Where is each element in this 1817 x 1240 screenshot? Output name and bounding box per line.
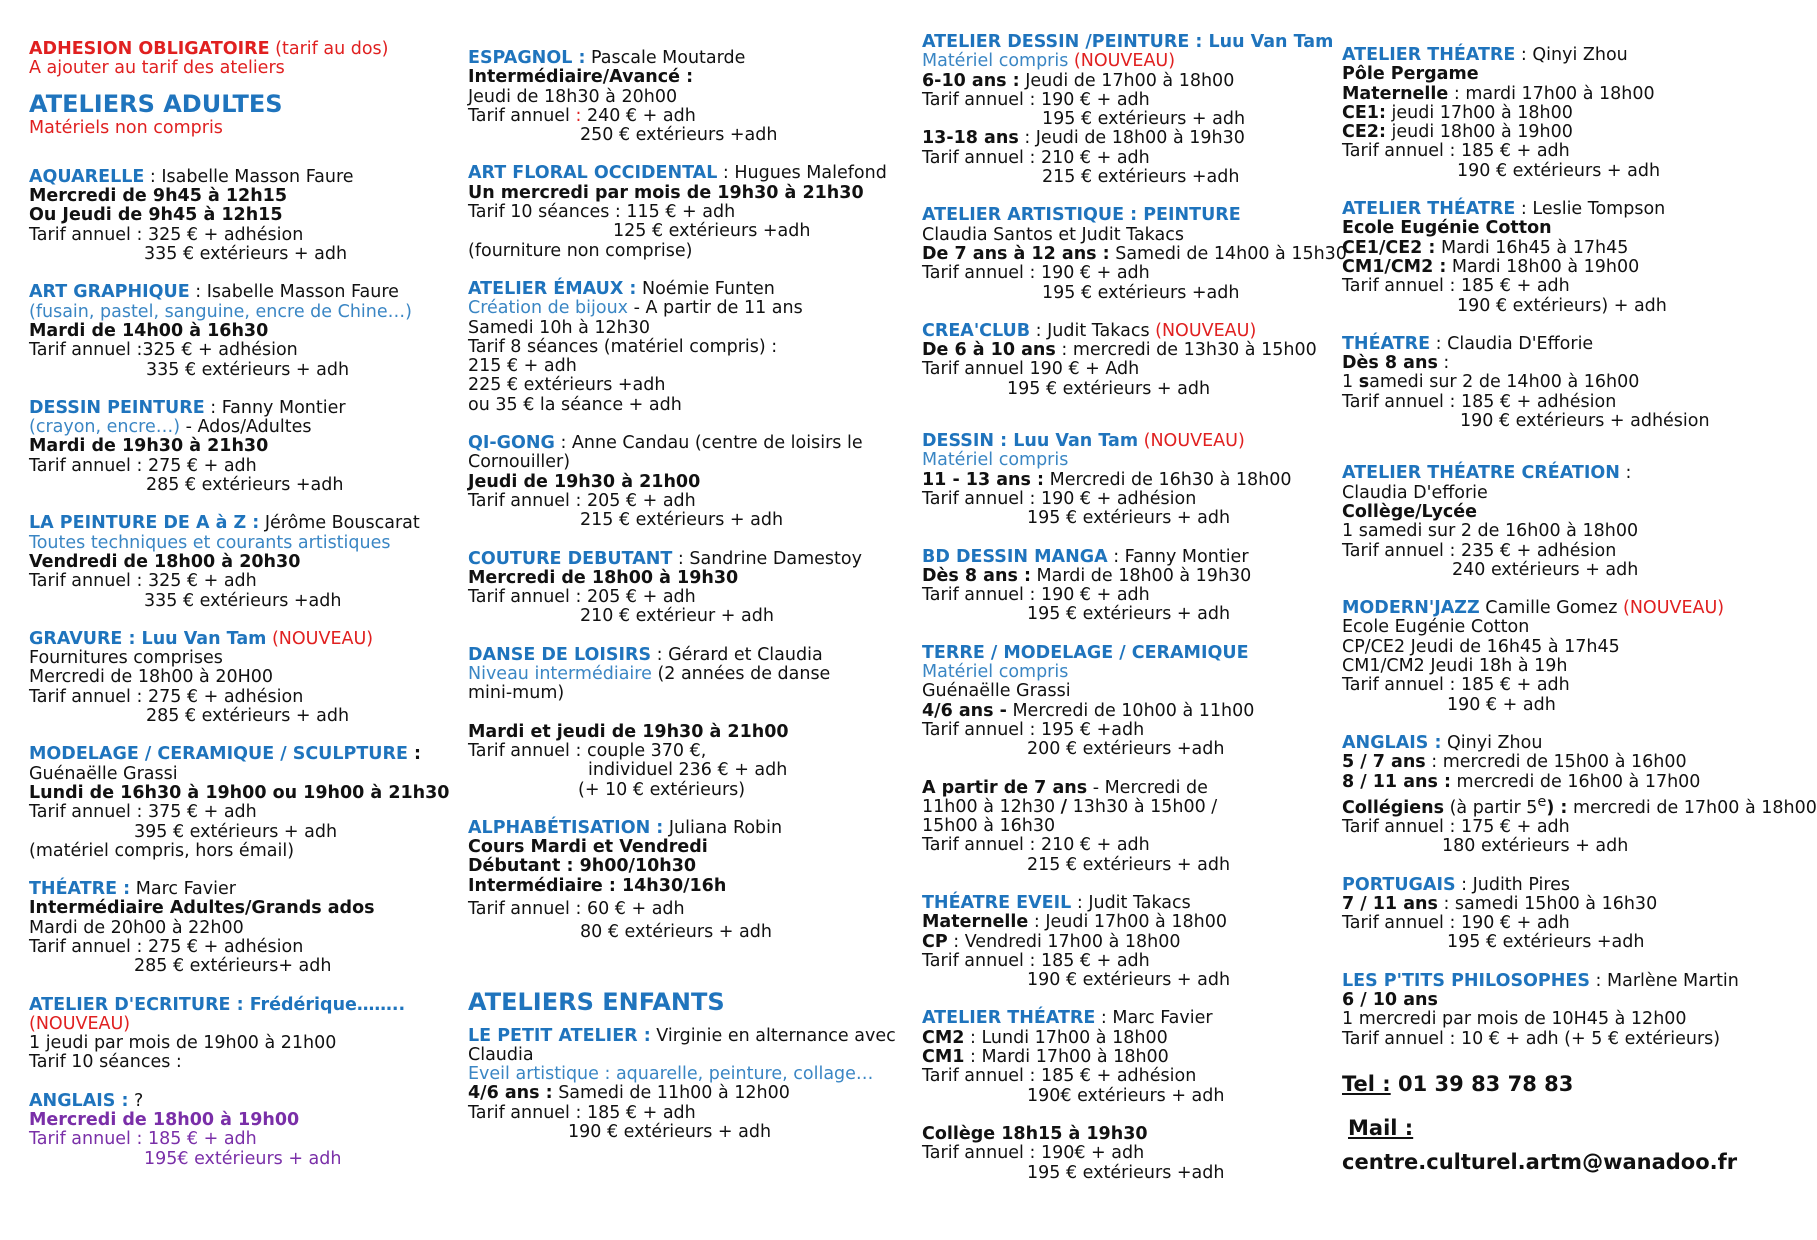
workshop-title: LE PETIT ATELIER : bbox=[468, 1025, 651, 1046]
workshop-subtitle: (crayon, encre…) bbox=[29, 417, 181, 438]
workshop-schedule: : Jeudi de 18h00 à 19h30 bbox=[1018, 128, 1245, 149]
workshop-teacher: : Marc Favier bbox=[1095, 1008, 1213, 1029]
workshop-age-end: : bbox=[1437, 353, 1450, 374]
workshop-teacher: : Marlène Martin bbox=[1589, 970, 1739, 991]
workshop-price: Tarif annuel : 185 € + adhésion bbox=[922, 1066, 1197, 1087]
section-title-adults: ATELIERS ADULTES bbox=[29, 89, 283, 118]
workshop-price-ext: 190€ extérieurs + adh bbox=[1027, 1085, 1225, 1106]
workshop-title: THÉATRE : bbox=[29, 879, 131, 900]
workshop-schedule: Mardi de 19h30 à 21h30 bbox=[29, 436, 269, 457]
workshop-price: Tarif annuel : 235 € + adhésion bbox=[1342, 540, 1617, 561]
workshop-title: COUTURE DEBUTANT bbox=[468, 548, 673, 569]
workshop-teacher: : Fanny Montier bbox=[1107, 546, 1249, 567]
workshop-title: LA PEINTURE DE A à Z : bbox=[29, 513, 260, 534]
new-badge: (NOUVEAU) bbox=[1149, 320, 1257, 341]
workshop-price-ext: (+ 10 € extérieurs) bbox=[578, 779, 746, 800]
section-subtitle-adults: Matériels non compris bbox=[29, 117, 223, 138]
column-children-workshops bbox=[922, 32, 1347, 1183]
workshop-schedule: : Mardi 17h00 à 18h00 bbox=[964, 1047, 1169, 1068]
workshop-qigong bbox=[468, 434, 913, 530]
workshop-theatre-qinyi bbox=[1342, 46, 1747, 181]
workshop-art-floral bbox=[468, 164, 913, 260]
workshop-atelier-artistique bbox=[922, 205, 1347, 303]
contact-block bbox=[1342, 1071, 1747, 1175]
workshop-price: Tarif annuel : 275 € + adh bbox=[29, 455, 257, 476]
workshop-age: 7 / 11 ans bbox=[1342, 893, 1438, 914]
workshop-peinture-a-z bbox=[29, 514, 449, 610]
workshop-title: ATELIER D'ECRITURE : Frédérique…….. bbox=[29, 994, 406, 1015]
workshop-anglais-adultes bbox=[29, 1092, 449, 1169]
workshop-level: CM1 bbox=[922, 1047, 965, 1068]
workshop-subtitle: Matériel compris bbox=[922, 51, 1069, 72]
workshop-title: BD DESSIN MANGA bbox=[922, 546, 1108, 567]
workshop-price: Tarif annuel : 275 € + adhésion bbox=[29, 936, 304, 957]
workshop-price-individual: individuel 236 € + adh bbox=[588, 760, 788, 781]
workshop-schedule: Samedi de 11h00 à 12h00 bbox=[552, 1083, 790, 1104]
workshop-level: CE1: bbox=[1342, 102, 1386, 123]
column-children-workshops-2 bbox=[1342, 45, 1817, 1175]
workshop-price-ext: 180 extérieurs + adh bbox=[1442, 836, 1629, 857]
workshop-price-label: Tarif 8 séances (matériel compris) : bbox=[468, 336, 778, 357]
workshop-schedule: : mercredi de 15h00 à 16h00 bbox=[1425, 752, 1687, 773]
workshop-schedule: Mardi 16h45 à 17h45 bbox=[1435, 237, 1629, 258]
mail-label: Mail : bbox=[1348, 1115, 1414, 1140]
new-badge: (NOUVEAU) bbox=[29, 1013, 131, 1034]
workshop-schedule: jeudi 17h00 à 18h00 bbox=[1385, 102, 1573, 123]
workshop-subtitle: Toutes techniques et courants artistiques bbox=[29, 532, 391, 553]
workshop-level: Intermédiaire Adultes/Grands ados bbox=[29, 898, 375, 919]
workshop-price-ext: 195 € extérieurs +adh bbox=[1447, 932, 1645, 953]
level-note: (à partir 5 bbox=[1444, 797, 1538, 818]
workshop-teacher: : Isabelle Masson Faure bbox=[144, 166, 354, 187]
workshop-age: 5 / 7 ans bbox=[1342, 752, 1426, 773]
workshop-schedule: Mardi 18h00 à 19h00 bbox=[1446, 256, 1640, 277]
workshop-teacher: : Judit Takacs bbox=[1030, 320, 1150, 341]
workshop-teacher: Marc Favier bbox=[130, 879, 236, 900]
workshop-price: Tarif annuel : 10 € + adh (+ 5 € extérieurs) bbox=[1342, 1028, 1721, 1049]
workshop-level: Collégiens bbox=[1342, 797, 1445, 818]
workshop-schedule-2: 13h30 à 15h00 / 15h00 à 16h30 bbox=[922, 796, 1218, 837]
workshop-teacher: Guénaëlle Grassi bbox=[29, 763, 178, 784]
workshop-level: Maternelle bbox=[1342, 83, 1449, 104]
workshop-price: Tarif annuel : 185 € + adh bbox=[1342, 276, 1570, 297]
workshop-title: ATELIER DESSIN /PEINTURE : Luu Van Tam bbox=[922, 32, 1334, 52]
workshop-anglais-enfants bbox=[1342, 732, 1817, 857]
price-separator: : bbox=[569, 105, 587, 126]
workshop-schedule: Jeudi de 19h30 à 21h00 bbox=[468, 471, 701, 492]
phone-label: Tel : bbox=[1342, 1071, 1391, 1096]
workshop-price: Tarif annuel : 185 € + adh bbox=[1342, 141, 1570, 162]
column-adult-workshops-2 bbox=[468, 49, 913, 1142]
workshop-art-graphique bbox=[29, 283, 449, 379]
workshop-price: Tarif annuel :325 € + adhésion bbox=[29, 340, 298, 361]
workshop-title: ALPHABÉTISATION : bbox=[468, 817, 664, 838]
workshop-title-end: : bbox=[407, 744, 422, 765]
new-badge: (NOUVEAU) bbox=[1068, 51, 1176, 72]
workshop-place: Ecole Eugénie Cotton bbox=[1342, 617, 1530, 638]
workshop-note: (fourniture non comprise) bbox=[468, 240, 693, 261]
workshop-price-ext: 195 € extérieurs + adh bbox=[1027, 604, 1231, 625]
mail-address[interactable]: centre.culturel.artm@wanadoo.fr bbox=[1342, 1149, 1738, 1174]
workshop-price-ext: 190 € extérieurs + adh bbox=[568, 1122, 772, 1143]
workshop-price-ext: 285 € extérieurs+ adh bbox=[134, 956, 332, 977]
new-badge: (NOUVEAU) bbox=[1138, 431, 1245, 452]
workshop-price-ext: 125 € extérieurs +adh bbox=[613, 221, 811, 242]
workshop-teacher: Noémie Funten bbox=[636, 278, 775, 299]
workshop-teacher: : Judith Pires bbox=[1455, 874, 1571, 895]
workshop-price-ext: 190 € extérieurs) + adh bbox=[1457, 295, 1667, 316]
workshop-schedule: Mercredi de 18h00 à 19h30 bbox=[468, 567, 739, 588]
workshop-schedule: : mercredi de 13h30 à 15h00 bbox=[1055, 340, 1317, 361]
workshop-schedule: Mercredi de 10h00 à 11h00 bbox=[1006, 700, 1255, 721]
workshop-title: MODERN'JAZZ bbox=[1342, 598, 1480, 619]
workshop-price: Tarif annuel : 190 € + adhésion bbox=[922, 488, 1197, 509]
workshop-age: 11 - 13 ans : bbox=[922, 469, 1045, 490]
workshop-title: ATELIER THÉATRE bbox=[1342, 45, 1516, 65]
workshop-schedule: mercredi de 16h00 à 17h00 bbox=[1450, 771, 1701, 792]
workshop-schedule: mercredi de 17h00 à 18h00 bbox=[1567, 797, 1817, 818]
workshop-price: Tarif annuel : 185 € + adh bbox=[922, 950, 1150, 971]
workshop-subtitle: Matériel compris bbox=[922, 450, 1069, 471]
workshop-price-ext: 195 € extérieurs +adh bbox=[1042, 282, 1240, 303]
workshop-title: ESPAGNOL : bbox=[468, 48, 586, 68]
workshop-audience: - A partir de 11 ans bbox=[628, 298, 803, 319]
workshop-price: Tarif annuel : 190 € + adh bbox=[922, 585, 1150, 606]
workshop-title: GRAVURE : Luu Van Tam bbox=[29, 628, 267, 649]
workshop-dessin-peinture-enfants bbox=[922, 33, 1337, 187]
workshop-dessin-peinture bbox=[29, 399, 449, 495]
workshop-price-ext: 80 € extérieurs + adh bbox=[580, 922, 772, 943]
workshop-teacher: ? bbox=[128, 1090, 144, 1111]
workshop-schedule: Mercredi de 18h00 à 20H00 bbox=[29, 667, 274, 688]
workshop-age: 4/6 ans : bbox=[468, 1083, 553, 1104]
workshop-schedule: : samedi 15h00 à 16h30 bbox=[1437, 893, 1658, 914]
workshop-place: Ecole Eugénie Cotton bbox=[1342, 218, 1552, 239]
workshop-title: ART GRAPHIQUE bbox=[29, 282, 190, 303]
workshop-teacher: Pascale Moutarde bbox=[585, 48, 746, 68]
workshop-teacher: : Isabelle Masson Faure bbox=[189, 282, 399, 303]
workshop-schedule: Un mercredi par mois de 19h30 à 21h30 bbox=[468, 182, 864, 203]
workshop-age: A partir de 7 ans bbox=[922, 777, 1088, 798]
workshop-place: Pôle Pergame bbox=[1342, 64, 1479, 85]
workshop-price: Tarif annuel : 195 € +adh bbox=[922, 719, 1145, 740]
workshop-price: Tarif annuel : 190 € + adh bbox=[922, 89, 1150, 110]
workshop-price-ext: 190 € + adh bbox=[1447, 694, 1556, 715]
workshop-teacher: : Judit Takacs bbox=[1071, 892, 1191, 913]
workshop-schedule: : Jeudi 17h00 à 18h00 bbox=[1028, 912, 1227, 933]
workshop-schedule: 1 jeudi par mois de 19h00 à 21h00 bbox=[29, 1033, 337, 1054]
workshop-schedule: Ou Jeudi de 9h45 à 12h15 bbox=[29, 205, 283, 226]
new-badge: (NOUVEAU) bbox=[266, 628, 374, 649]
workshop-theatre-adultes bbox=[29, 880, 449, 976]
workshop-terre bbox=[922, 644, 1337, 875]
workshop-title: ART FLORAL OCCIDENTAL bbox=[468, 163, 718, 184]
workshop-price: Tarif 10 séances : bbox=[29, 1052, 182, 1073]
workshop-price-ext: 335 € extérieurs +adh bbox=[144, 590, 342, 611]
workshop-schedule: : mardi 17h00 à 18h00 bbox=[1448, 83, 1655, 104]
adhesion-info: A ajouter au tarif des ateliers bbox=[29, 58, 285, 79]
workshop-teacher: : Leslie Tompson bbox=[1515, 199, 1666, 220]
workshop-level: Collège/Lycée bbox=[1342, 501, 1478, 522]
workshop-teacher: Jérôme Bouscarat bbox=[259, 513, 420, 534]
workshop-title: ATELIER THÉATRE bbox=[922, 1008, 1096, 1029]
workshop-schedule: amedi sur 2 de 14h00 à 16h00 bbox=[1369, 372, 1640, 393]
workshop-price: Tarif annuel : 275 € + adhésion bbox=[29, 686, 304, 707]
workshop-teacher: : Claudia D'Efforie bbox=[1430, 333, 1594, 354]
price-value: 240 € + adh bbox=[586, 105, 696, 126]
schedule-part: s bbox=[1358, 372, 1370, 393]
adhesion-line bbox=[29, 40, 449, 59]
workshop-age: De 7 ans à 12 ans : bbox=[922, 243, 1110, 264]
workshop-atelier-theatre-marc bbox=[922, 1009, 1337, 1182]
workshop-price: Tarif annuel : 325 € + adhésion bbox=[29, 224, 304, 245]
workshop-schedule: Mercredi de 16h30 à 18h00 bbox=[1044, 469, 1292, 490]
workshop-gravure bbox=[29, 630, 449, 726]
workshop-title: THÉATRE bbox=[1342, 333, 1431, 354]
workshop-schedule: Mardi de 14h00 à 16h30 bbox=[29, 320, 269, 341]
workshop-note: (matériel compris, hors émail) bbox=[29, 840, 295, 861]
workshop-price: Tarif 10 séances : 115 € + adh bbox=[468, 202, 736, 223]
workshop-price bbox=[468, 107, 913, 126]
workshop-title: TERRE / MODELAGE / CERAMIQUE bbox=[922, 642, 1249, 663]
workshop-title-end: : bbox=[1619, 463, 1632, 484]
workshop-teacher: Claudia D'efforie bbox=[1342, 482, 1488, 503]
workshop-price: Tarif annuel : 375 € + adh bbox=[29, 802, 257, 823]
workshop-price: Tarif annuel : 185 € + adh bbox=[468, 1102, 696, 1123]
section-title-children: ATELIERS ENFANTS bbox=[468, 987, 725, 1016]
workshop-schedule: Samedi de 14h00 à 15h30 bbox=[1109, 243, 1347, 264]
workshop-teacher: Claudia Santos et Judit Takacs bbox=[922, 224, 1184, 245]
workshop-schedule: 1 samedi sur 2 de 16h00 à 18h00 bbox=[1342, 521, 1639, 542]
workshop-teacher: : Sandrine Damestoy bbox=[672, 548, 862, 569]
workshop-dessin-enfants bbox=[922, 432, 1337, 528]
workshop-schedule: 1 mercredi par mois de 10H45 à 12h00 bbox=[1342, 1009, 1687, 1030]
workshop-age: 13-18 ans bbox=[922, 128, 1019, 149]
workshop-price-ext: 195 € extérieurs + adh bbox=[1042, 109, 1246, 130]
workshop-couture bbox=[468, 550, 913, 627]
workshop-price: Tarif annuel : couple 370 €, bbox=[468, 740, 707, 761]
workshop-title: ANGLAIS : bbox=[29, 1090, 129, 1111]
schedule-part: 1 bbox=[1342, 372, 1359, 393]
workshop-title: ANGLAIS : bbox=[1342, 732, 1442, 753]
workshop-price: Tarif annuel : 205 € + adh bbox=[468, 490, 696, 511]
workshop-modelage bbox=[29, 745, 449, 861]
workshop-subtitle: Matériel compris bbox=[922, 662, 1069, 683]
workshop-price: 215 € + adh bbox=[468, 356, 577, 377]
workshop-teacher: : Hugues Malefond bbox=[717, 163, 887, 184]
workshop-title: THÉATRE EVEIL bbox=[922, 892, 1072, 913]
workshop-espagnol bbox=[468, 49, 913, 145]
adhesion-title: ADHESION OBLIGATOIRE bbox=[29, 39, 270, 59]
workshop-info: Fournitures comprises bbox=[29, 648, 223, 669]
workshop-schedule: Lundi de 16h30 à 19h00 ou 19h00 à 21h30 bbox=[29, 782, 450, 803]
workshop-schedule: Mardi de 18h00 à 19h30 bbox=[1030, 565, 1252, 586]
workshop-title: MODELAGE / CERAMIQUE / SCULPTURE bbox=[29, 744, 408, 765]
workshop-title: DESSIN : Luu Van Tam bbox=[922, 431, 1139, 452]
new-badge: (NOUVEAU) bbox=[1617, 598, 1725, 619]
workshop-subtitle: Création de bijoux bbox=[468, 298, 629, 319]
workshop-schedule: CM1/CM2 Jeudi 18h à 19h bbox=[1342, 656, 1568, 677]
workshop-title: PORTUGAIS bbox=[1342, 874, 1456, 895]
workshop-price-ext: 215 € extérieurs +adh bbox=[1042, 167, 1240, 188]
workshop-age: Dès 8 ans : bbox=[922, 565, 1031, 586]
workshop-price-ext: 190 € extérieurs + adhésion bbox=[1460, 411, 1710, 432]
workshop-title: AQUARELLE bbox=[29, 166, 145, 187]
workshop-teacher: : Gérard et Claudia bbox=[651, 644, 823, 665]
workshop-price-ext: 195 € extérieurs + adh bbox=[1007, 378, 1211, 399]
workshop-schedule: Collège 18h15 à 19h30 bbox=[922, 1123, 1148, 1144]
workshop-title: ATELIER THÉATRE CRÉATION bbox=[1342, 463, 1620, 484]
workshop-schedule: Cours Mardi et Vendredi bbox=[468, 837, 708, 858]
workshop-price-ext: 285 € extérieurs + adh bbox=[146, 706, 350, 727]
workshop-level: CM2 bbox=[922, 1027, 965, 1048]
workshop-level: CM1/CM2 : bbox=[1342, 256, 1447, 277]
workshop-theatre-claudia bbox=[1342, 335, 1747, 431]
workshop-modern-jazz bbox=[1342, 599, 1747, 715]
workshop-price-ext: 335 € extérieurs + adh bbox=[144, 244, 348, 265]
workshop-ecriture bbox=[29, 996, 449, 1073]
workshop-price-ext: 190 € extérieurs + adh bbox=[1457, 160, 1661, 181]
workshop-price: Tarif annuel : 175 € + adh bbox=[1342, 816, 1570, 837]
workshop-theatre-leslie bbox=[1342, 200, 1747, 316]
workshop-schedule: Mardi et jeudi de 19h30 à 21h00 bbox=[468, 721, 789, 742]
phone-number[interactable]: 01 39 83 78 83 bbox=[1390, 1071, 1574, 1096]
workshop-teacher: Guénaëlle Grassi bbox=[922, 681, 1071, 702]
workshop-level: CE1/CE2 : bbox=[1342, 237, 1436, 258]
workshop-teacher: Camille Gomez bbox=[1479, 598, 1618, 619]
workshop-creaclub bbox=[922, 322, 1337, 399]
workshop-price: Tarif annuel : 190€ + adh bbox=[922, 1143, 1145, 1164]
workshop-portugais bbox=[1342, 876, 1747, 953]
workshop-audience: - Ados/Adultes bbox=[180, 417, 312, 438]
workshop-emaux bbox=[468, 280, 913, 415]
level-note-end: ) : bbox=[1546, 797, 1568, 818]
workshop-age: 4/6 ans - bbox=[922, 700, 1007, 721]
workshop-level: CE2: bbox=[1342, 122, 1386, 143]
workshop-title: ATELIER ARTISTIQUE : PEINTURE bbox=[922, 205, 1241, 226]
workshop-price-ext: 195 € extérieurs +adh bbox=[1027, 1162, 1225, 1183]
workshop-price-ext: 335 € extérieurs + adh bbox=[146, 359, 350, 380]
workshop-subtitle: Eveil artistique : aquarelle, peinture, collage… bbox=[468, 1064, 874, 1085]
workshop-price: Tarif annuel : 325 € + adh bbox=[29, 571, 257, 592]
workshop-schedule: : Vendredi 17h00 à 18h00 bbox=[947, 931, 1181, 952]
workshop-schedule: : Lundi 17h00 à 18h00 bbox=[964, 1027, 1168, 1048]
workshop-teacher: Juliana Robin bbox=[663, 817, 783, 838]
workshop-schedule: Samedi 10h à 12h30 bbox=[468, 317, 651, 338]
workshop-schedule: Mercredi de 9h45 à 12h15 bbox=[29, 186, 288, 207]
workshop-schedule: Vendredi de 18h00 à 20h30 bbox=[29, 551, 301, 572]
workshop-price-ext: 250 € extérieurs +adh bbox=[580, 125, 778, 146]
workshop-price-ext: 195 € extérieurs + adh bbox=[1027, 508, 1231, 529]
workshop-theatre-creation bbox=[1342, 464, 1747, 580]
workshop-price-ext: 190 € extérieurs + adh bbox=[1027, 970, 1231, 991]
workshop-schedule: - Mercredi de 11h00 à 12h30 bbox=[922, 777, 1208, 817]
workshop-price: Tarif annuel : 190 € + adh bbox=[922, 263, 1150, 284]
workshop-subtitle: Niveau intermédiaire bbox=[468, 664, 652, 685]
workshop-aquarelle bbox=[29, 168, 449, 264]
workshop-level-intermediate: Intermédiaire : 14h30/16h bbox=[468, 875, 727, 896]
workshop-price: Tarif annuel : 210 € + adh bbox=[922, 147, 1150, 168]
workshop-title: DESSIN PEINTURE bbox=[29, 397, 205, 418]
workshop-price: Tarif annuel 190 € + Adh bbox=[922, 359, 1140, 380]
workshop-age: De 6 à 10 ans bbox=[922, 340, 1056, 361]
workshop-bd-manga bbox=[922, 548, 1337, 625]
workshop-price: Tarif annuel : 190 € + adh bbox=[1342, 913, 1570, 934]
workshop-danse bbox=[468, 646, 913, 800]
workshop-price: Tarif annuel : 185 € + adhésion bbox=[1342, 391, 1617, 412]
workshop-schedule: Jeudi de 18h30 à 20h00 bbox=[468, 86, 678, 107]
workshop-price-ext: 210 € extérieur + adh bbox=[580, 606, 774, 627]
workshop-level: CP bbox=[922, 931, 948, 952]
column-adult-workshops bbox=[29, 40, 449, 1169]
workshop-schedule: Mercredi de 18h00 à 19h00 bbox=[29, 1110, 300, 1131]
workshop-age: 6 / 10 ans bbox=[1342, 990, 1438, 1010]
workshop-alphabetisation bbox=[468, 819, 913, 943]
workshop-ptits-philosophes bbox=[1342, 972, 1747, 1049]
workshop-age: 6-10 ans : bbox=[922, 70, 1020, 91]
workshop-schedule: CP/CE2 Jeudi de 16h45 à 17h45 bbox=[1342, 636, 1620, 657]
workshop-price: Tarif annuel : 60 € + adh bbox=[468, 898, 685, 919]
workshop-price-session: ou 35 € la séance + adh bbox=[468, 394, 682, 415]
workshop-teacher: Qinyi Zhou bbox=[1441, 732, 1543, 753]
workshop-title: ATELIER THÉATRE bbox=[1342, 199, 1516, 220]
workshop-schedule: jeudi 18h00 à 19h00 bbox=[1385, 122, 1573, 143]
workshop-schedule: Jeudi de 17h00 à 18h00 bbox=[1019, 70, 1235, 91]
workshop-teacher: : Qinyi Zhou bbox=[1515, 45, 1628, 65]
workshop-title: ATELIER ÉMAUX : bbox=[468, 278, 637, 299]
workshop-price-ext: 240 extérieurs + adh bbox=[1452, 559, 1639, 580]
workshop-note: (2 années de danse mini-mum) bbox=[468, 664, 831, 704]
workshop-price-ext: 215 € extérieurs + adh bbox=[1027, 854, 1231, 875]
workshop-price-ext: 195€ extérieurs + adh bbox=[144, 1148, 342, 1169]
adhesion-note: (tarif au dos) bbox=[269, 39, 389, 59]
workshop-teacher: : Fanny Montier bbox=[204, 397, 346, 418]
schedule-separator: / bbox=[1060, 796, 1068, 817]
workshop-petit-atelier bbox=[468, 1027, 913, 1143]
workshop-price: Tarif annuel : 185 € + adh bbox=[29, 1129, 257, 1150]
workshop-price: Tarif annuel : 210 € + adh bbox=[922, 835, 1150, 856]
workshop-title: DANSE DE LOISIRS bbox=[468, 644, 652, 665]
price-label: Tarif annuel bbox=[468, 105, 570, 126]
workshop-subtitle: (fusain, pastel, sanguine, encre de Chine…) bbox=[29, 301, 412, 322]
workshop-theatre-eveil bbox=[922, 894, 1337, 990]
workshop-price-ext: 395 € extérieurs + adh bbox=[134, 821, 338, 842]
workshop-price-ext: 200 € extérieurs +adh bbox=[1027, 739, 1225, 760]
workshop-price: Tarif annuel : 185 € + adh bbox=[1342, 675, 1570, 696]
level-note-sup: e bbox=[1537, 792, 1547, 810]
workshop-age: Dès 8 ans bbox=[1342, 353, 1438, 374]
workshop-title: LES P'TITS PHILOSOPHES bbox=[1342, 970, 1590, 991]
workshop-price: Tarif annuel : 205 € + adh bbox=[468, 587, 696, 608]
workshop-level: Intermédiaire/Avancé : bbox=[468, 67, 694, 88]
workshop-teacher: Virginie en alternance avec Claudia bbox=[468, 1025, 896, 1065]
workshop-schedule: Mardi de 20h00 à 22h00 bbox=[29, 917, 244, 938]
workshop-teacher: : Anne Candau (centre de loisirs le Cornouiller) bbox=[468, 433, 863, 473]
workshop-level: Maternelle bbox=[922, 912, 1029, 933]
workshop-title: CREA'CLUB bbox=[922, 320, 1031, 341]
workshop-level-beginner: Débutant : 9h00/10h30 bbox=[468, 856, 697, 877]
workshop-age: 8 / 11 ans : bbox=[1342, 771, 1451, 792]
workshop-price-ext: 215 € extérieurs + adh bbox=[580, 510, 784, 531]
workshop-price-ext: 285 € extérieurs +adh bbox=[146, 475, 344, 496]
workshop-title: QI-GONG bbox=[468, 433, 555, 454]
workshop-price-ext: 225 € extérieurs +adh bbox=[468, 375, 666, 396]
